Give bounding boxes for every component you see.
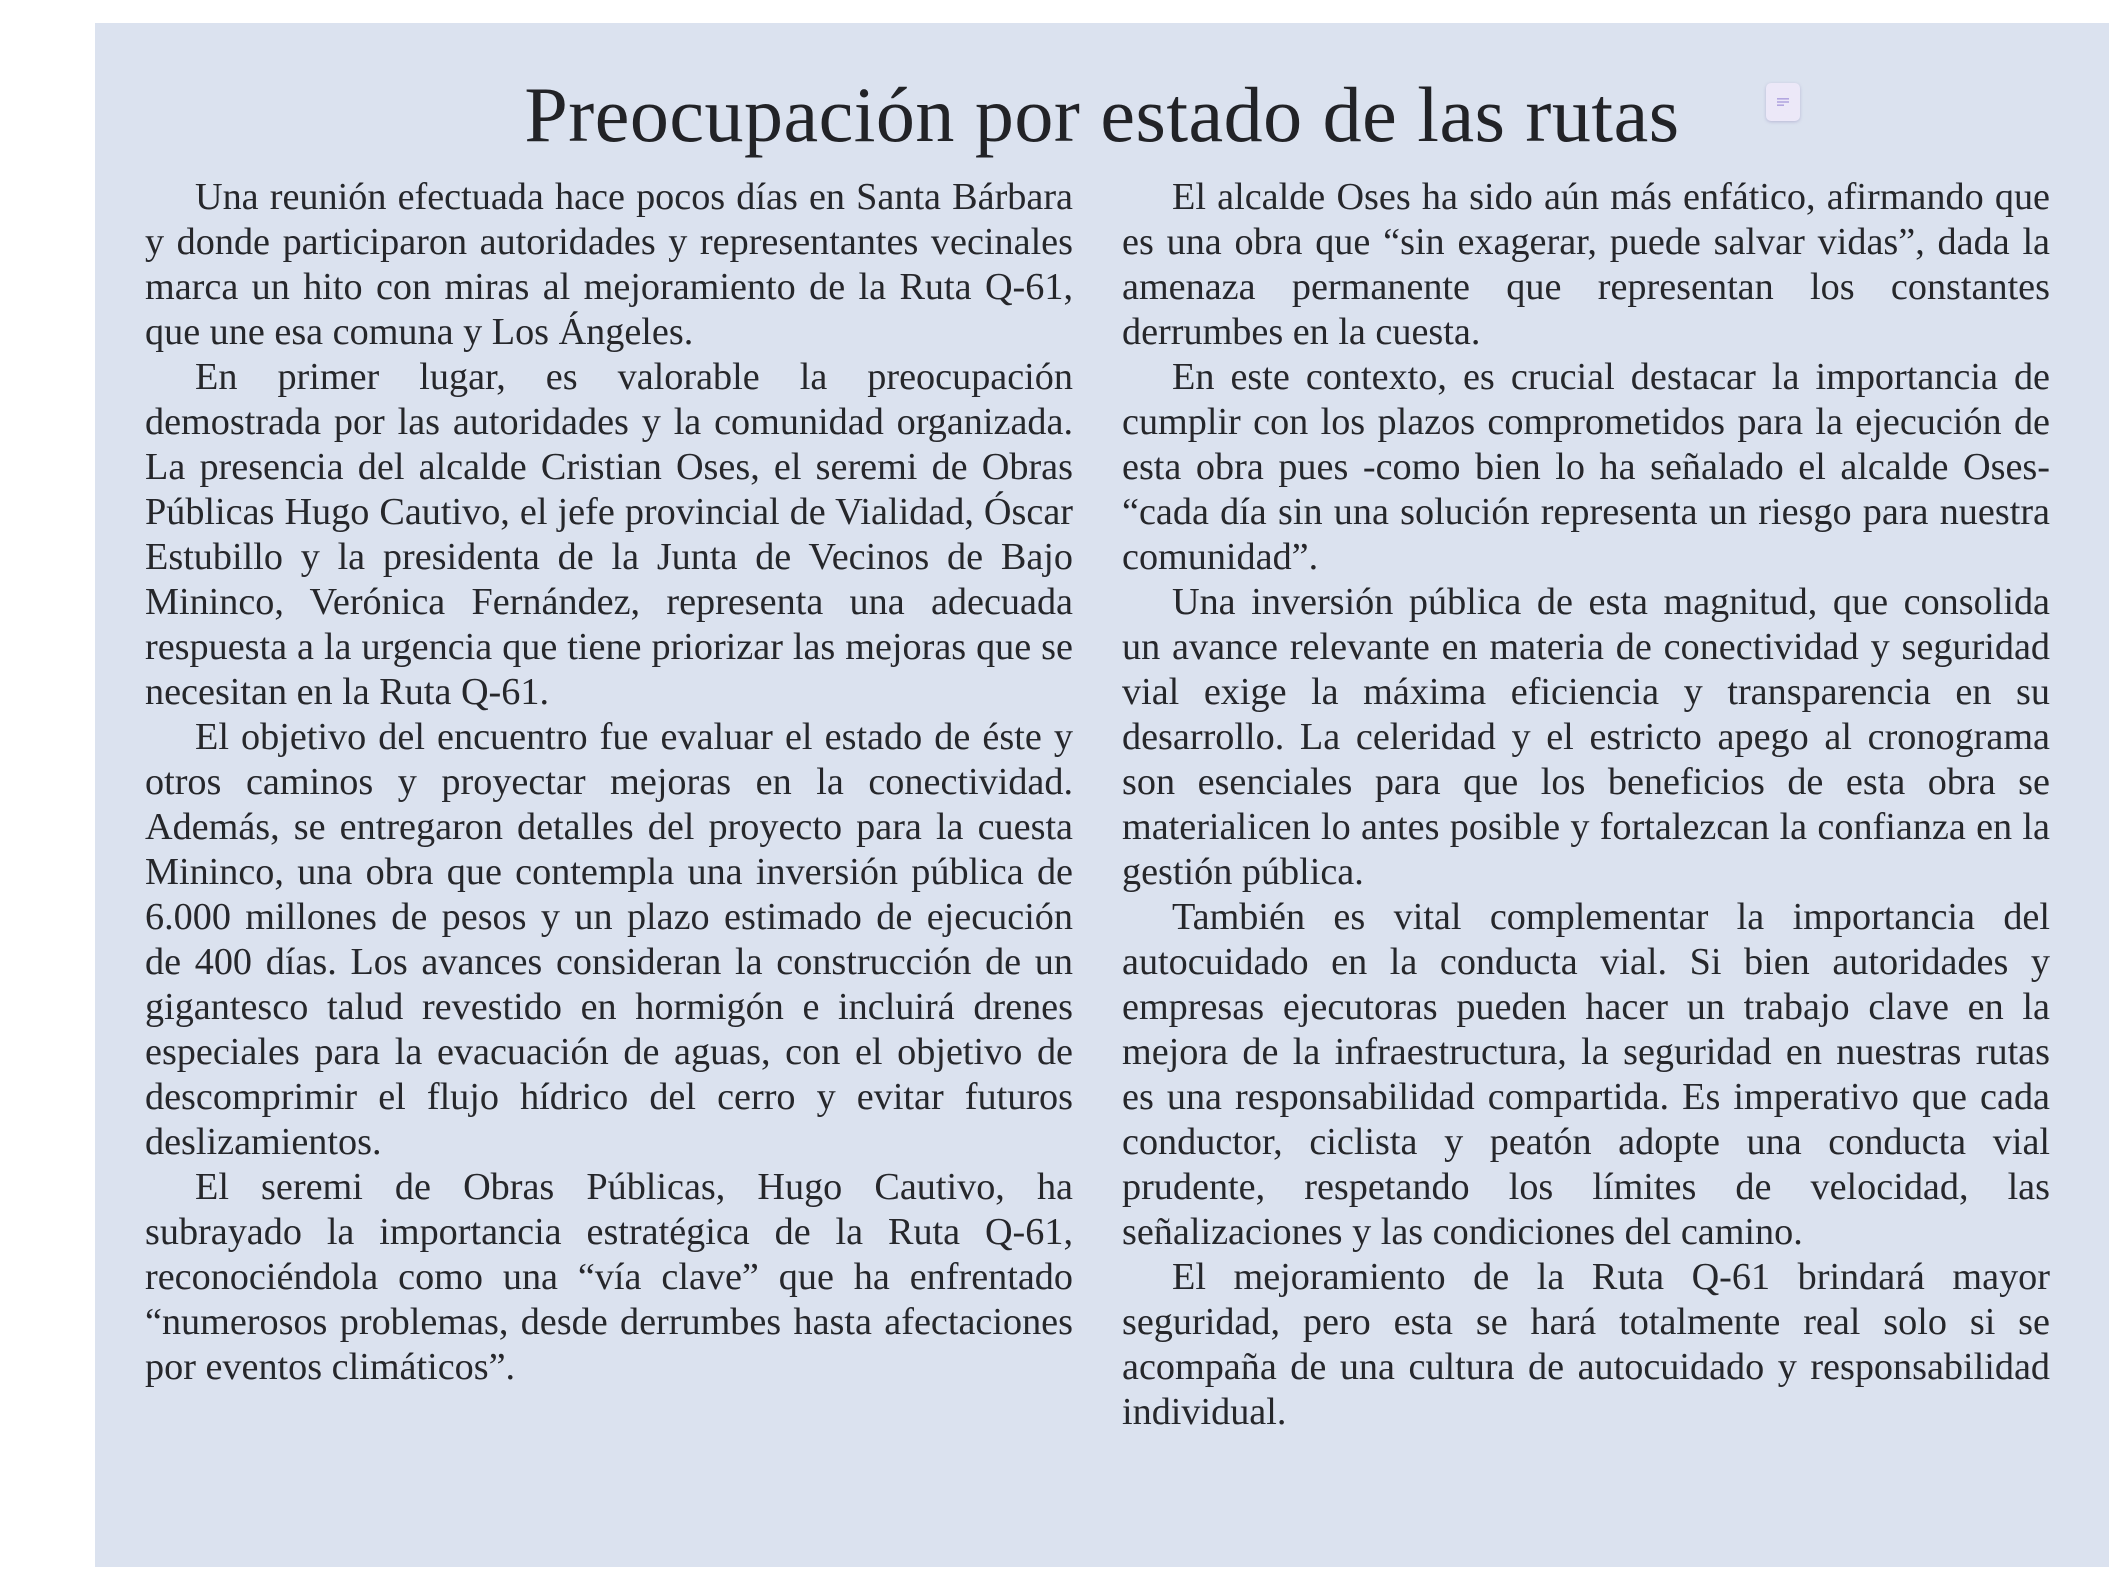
paragraph: El mejoramiento de la Ruta Q-61 brindará mayor seguridad, pero esta se hará totalmente real solo si se acompaña de una cultura de autocuidado y responsabilidad individual. (1122, 1256, 2050, 1433)
paragraph: El objetivo del encuentro fue evaluar el estado de éste y otros caminos y proyectar mejoras en la conectividad. Además, se entregaron detalles del proyecto para la cuesta Mininco, una obra que contempla una inversión pública de 6.000 millones de pesos y un plazo estimado de ejecución de 400 días. Los avances consideran la construcción de un gigantesco talud revestido en hormigón e incluirá drenes especiales para la evacuación de aguas, con el objetivo de descomprimir el flujo hídrico del cerro y evitar futuros deslizamientos. (145, 716, 1073, 1163)
paragraph: Una reunión efectuada hace pocos días en Santa Bárbara y donde participaron autoridades y representantes vecinales marca un hito con miras al mejoramiento de la Ruta Q-61, que une esa comuna y Los Ángeles. (145, 176, 1073, 353)
paragraph: El seremi de Obras Públicas, Hugo Cautivo, ha subrayado la importancia estratégica de la Ruta Q-61, reconociéndola como una “vía clave” que ha enfrentado “numerosos problemas, desde derrumbes hasta afectaciones por eventos climáticos”. (145, 1166, 1073, 1388)
paragraph: En este contexto, es crucial destacar la importancia de cumplir con los plazos comprometidos para la ejecución de esta obra pues -como bien lo ha señalado el alcalde Oses- “cada día sin una solución representa un riesgo para nuestra comunidad”. (1122, 356, 2050, 578)
left-column (145, 175, 1073, 1390)
comment-note-icon[interactable] (1766, 83, 1800, 121)
paragraph: Una inversión pública de esta magnitud, que consolida un avance relevante en materia de conectividad y seguridad vial exige la máxima eficiencia y transparencia en su desarrollo. La celeridad y el estricto apego al cronograma son esenciales para que los beneficios de esta obra se materialicen lo antes posible y fortalezcan la confianza en la gestión pública. (1122, 581, 2050, 893)
paragraph: También es vital complementar la importancia del autocuidado en la conducta vial. Si bien autoridades y empresas ejecutoras pueden hacer un trabajo clave en la mejora de la infraestructura, la seguridad en nuestras rutas es una responsabilidad compartida. Es imperativo que cada conductor, ciclista y peatón adopte una conducta vial prudente, respetando los límites de velocidad, las señalizaciones y las condiciones del camino. (1122, 896, 2050, 1253)
note-lines-icon (1775, 96, 1791, 108)
paragraph: En primer lugar, es valorable la preocupación demostrada por las autoridades y la comunidad organizada. La presencia del alcalde Cristian Oses, el seremi de Obras Públicas Hugo Cautivo, el jefe provincial de Vialidad, Óscar Estubillo y la presidenta de la Junta de Vecinos de Bajo Mininco, Verónica Fernández, representa una adecuada respuesta a la urgencia que tiene priorizar las mejoras que se necesitan en la Ruta Q-61. (145, 356, 1073, 713)
headline-row (95, 65, 2109, 165)
paragraph: El alcalde Oses ha sido aún más enfático, afirmando que es una obra que “sin exagerar, puede salvar vidas”, dada la amenaza permanente que representan los constantes derrumbes en la cuesta. (1122, 176, 2050, 353)
article-panel (95, 23, 2109, 1567)
article-title: Preocupación por estado de las rutas (524, 71, 1680, 158)
right-column (1122, 175, 2050, 1435)
